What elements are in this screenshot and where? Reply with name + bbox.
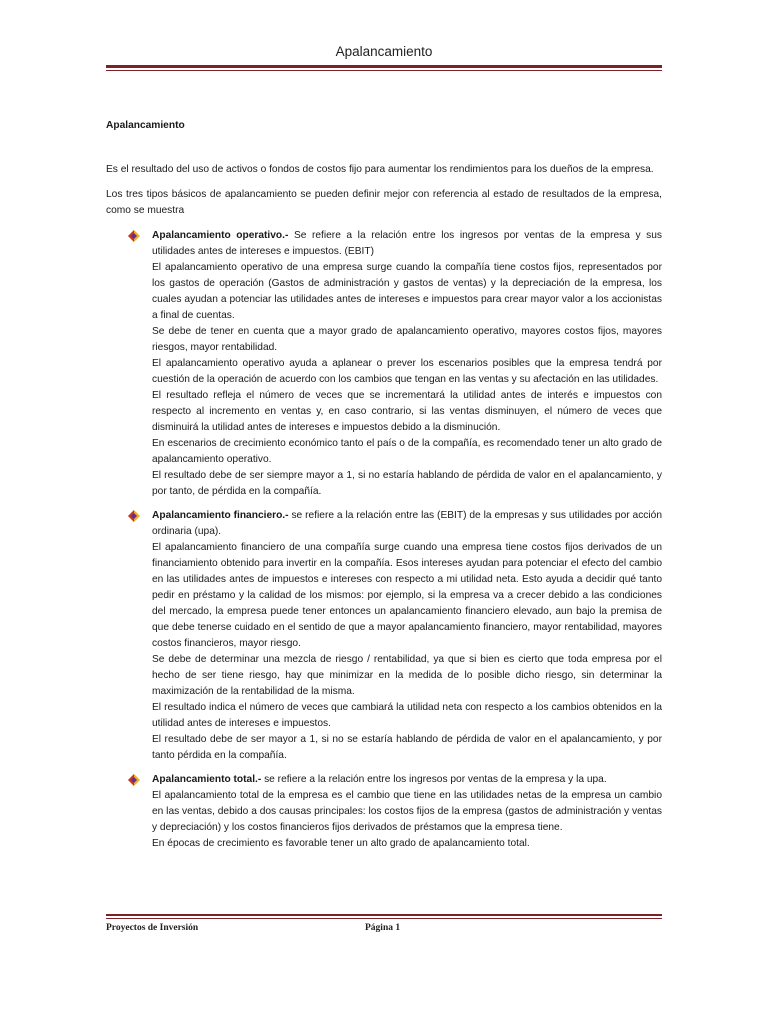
bullet-line: El resultado debe de ser siempre mayor a 1, si no estaría hablando de pérdida de valor en el apalancamiento, y por tanto, de pérdida en la compañía. [152, 470, 662, 497]
bullet-line: El apalancamiento operativo de una empresa surge cuando la compañía tiene costos fijos, representados por los gastos de operación (Gastos de administración y gastos de ventas) y la depreciación de la empresa, los cuales ayudan a potenciar las utilidades antes de intereses e impuestos para crear mayor valor a los accionistas a final de cuentas. [152, 262, 662, 321]
bullet-line: El resultado indica el número de veces que cambiará la utilidad neta con respecto a los cambios obtenidos en la utilidad antes de intereses e impuestos. [152, 702, 662, 729]
document-body [106, 118, 662, 860]
footer-rule-thick [106, 914, 662, 916]
bullet-first-text: Se refiere a la relación entre los ingresos por ventas de la empresa y sus utilidades antes de intereses e impuestos. (EBIT) [152, 230, 662, 257]
bullet-line: El apalancamiento financiero de una compañía surge cuando una empresa tiene costos fijos derivados de un financiamiento obtenido para invertir en la compañía. Esos intereses ayudan para potenciar el efecto del cambio en las utilidades antes de impuestos e intereses con respecto a mi utilidad neta. Esto ayuda a decidir qué tanto pedir en préstamo y la calidad de los mismos: por ejemplo, si la empresa va a crecer debido a las condiciones del mercado, la empresa puede tener entonces un apalancamiento financiero elevado, aun bajo la premisa de que debe tenerse cuidado en el sentido de que a mayor apalancamiento financiero, mayor rentabilidad, mayores costos financieros, mayor riesgo. [152, 542, 662, 649]
bullet-line: Se debe de tener en cuenta que a mayor grado de apalancamiento operativo, mayores costos fijos, mayores riesgos, mayor rentabilidad. [152, 326, 662, 353]
bullet-apalancamiento-operativo [106, 228, 662, 500]
bullet-diamond-icon [128, 774, 140, 786]
intro-paragraph: Los tres tipos básicos de apalancamiento se pueden definir mejor con referencia al estado de resultados de la empresa, como se muestra [106, 189, 662, 216]
bullet-first-text: se refiere a la relación entre los ingresos por ventas de la empresa y la upa. [261, 774, 607, 785]
bullet-first-line [152, 508, 662, 540]
bullet-line: El resultado refleja el número de veces que se incrementará la utilidad antes de interés e impuestos con respecto al incremento en ventas y, en caso contrario, si las ventas disminuyen, el número de veces que disminuirá la utilidad antes de intereses e impuestos debido a la disminución. [152, 390, 662, 433]
bullet-apalancamiento-total [106, 772, 662, 852]
bullet-apalancamiento-financiero [106, 508, 662, 764]
page-header-title: Apalancamiento [335, 44, 433, 59]
bullet-first-line [152, 228, 662, 260]
bullet-lead: Apalancamiento financiero.- [152, 510, 289, 521]
footer-page-number: Página 1 [365, 923, 401, 933]
bullet-diamond-icon [128, 230, 140, 242]
footer-course-title: Proyectos de Inversión [106, 923, 199, 933]
bullet-line: En escenarios de crecimiento económico tanto el país o de la compañía, es recomendado tener un alto grado de apalancamiento operativo. [152, 438, 662, 465]
bullet-first-line [152, 772, 662, 788]
bullet-line: El apalancamiento operativo ayuda a aplanear o prever los escenarios posibles que la empresa tendrá por cuestión de la operación de acuerdo con los cambios que tengan en las ventas y su afectación en las utilidades. [152, 358, 662, 385]
bullet-first-text: se refiere a la relación entre las (EBIT) de la empresas y sus utilidades por acción ordinaria (upa). [152, 510, 662, 537]
bullet-line: Se debe de determinar una mezcla de riesgo / rentabilidad, ya que si bien es cierto que toda empresa por el hecho de ser tiene riesgo, hay que minimizar en la medida de lo posible dicho riesgo, sin determinar la maximización de la rentabilidad de la misma. [152, 654, 662, 697]
header-rule-thick [106, 65, 662, 68]
intro-paragraph: Es el resultado del uso de activos o fondos de costos fijo para aumentar los rendimientos para los dueños de la empresa. [106, 164, 654, 175]
bullet-diamond-icon [128, 510, 140, 522]
bullet-lead: Apalancamiento operativo.- [152, 230, 289, 241]
header-rule-thin [106, 70, 662, 71]
bullet-line: El apalancamiento total de la empresa es el cambio que tiene en las utilidades netas de la empresa un cambio en las ventas, debido a dos causas principales: los costos fijos de la empresa (gastos de administración y ventas y depreciación) y los costos financieros fijos derivados de préstamos que la empresa tiene. [152, 790, 662, 833]
section-heading: Apalancamiento [106, 120, 185, 131]
bullet-line: En épocas de crecimiento es favorable tener un alto grado de apalancamiento total. [152, 838, 530, 849]
bullet-line: El resultado debe de ser mayor a 1, si no se estaría hablando de pérdida de valor en el apalancamiento, y por tanto pérdida en la compañía. [152, 734, 662, 761]
footer-rule-thin [106, 918, 662, 919]
bullet-lead: Apalancamiento total.- [152, 774, 262, 785]
